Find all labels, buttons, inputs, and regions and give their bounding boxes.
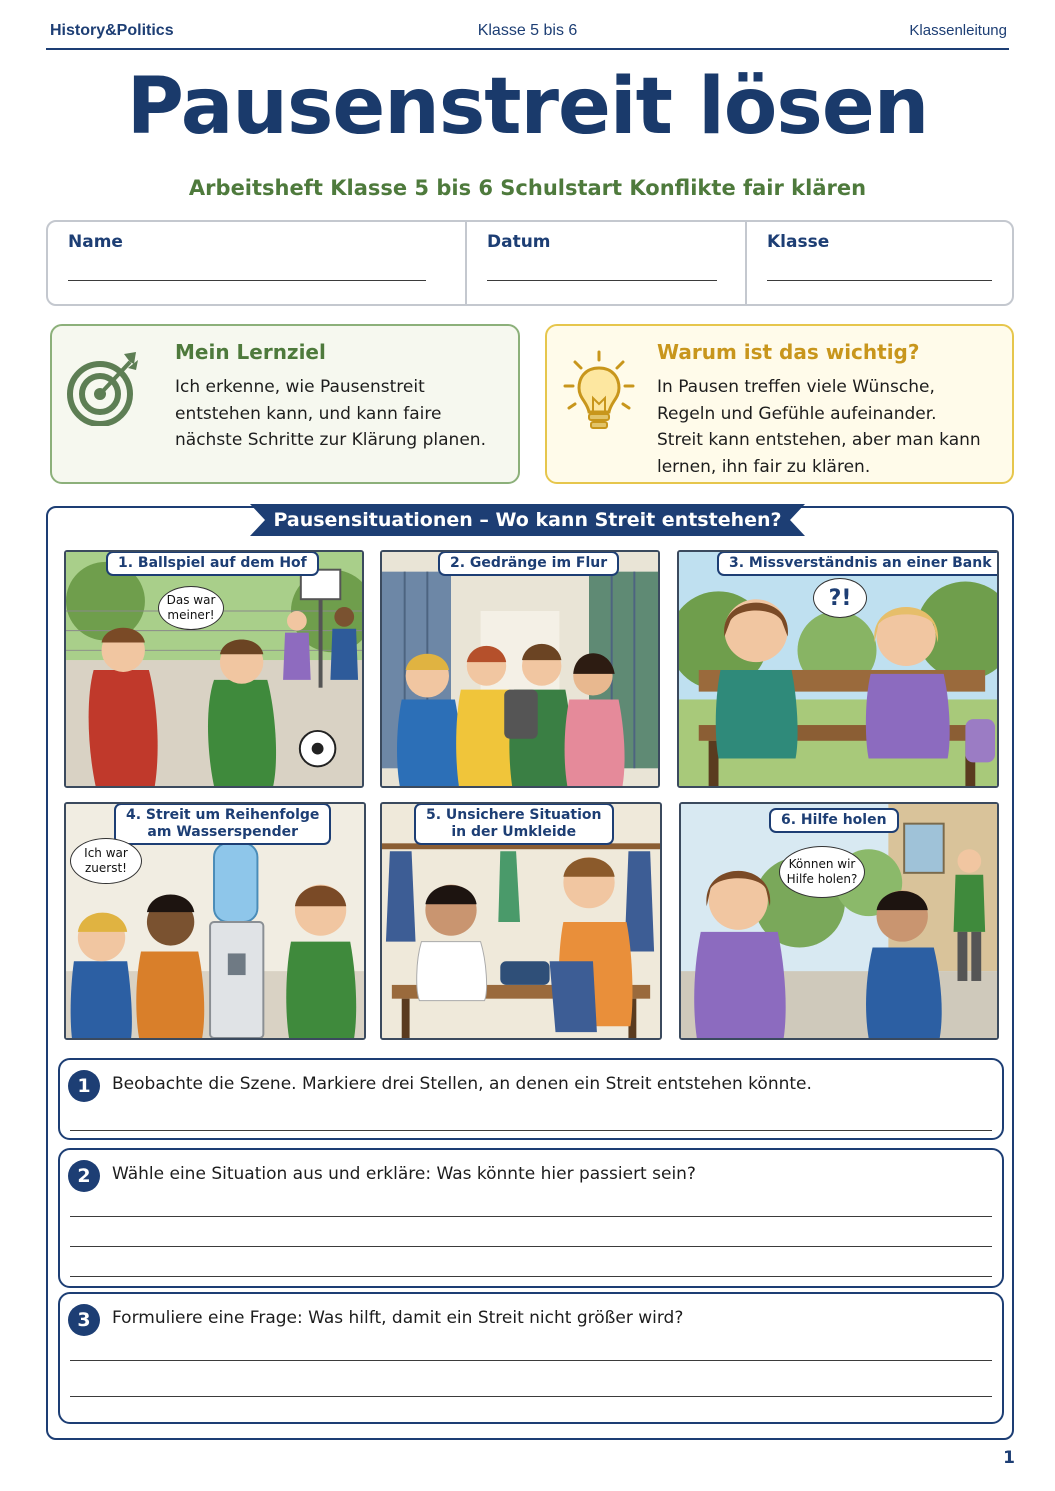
speech-bubble: [779, 846, 865, 898]
panel-label: 1. Ballspiel auf dem Hof: [106, 551, 319, 576]
text-line: entstehen kann, und kann faire: [175, 403, 442, 424]
panel-label: [114, 803, 331, 845]
panel-missverstaendnis: [677, 550, 999, 788]
task-3: [58, 1292, 1004, 1424]
task-1: [58, 1058, 1004, 1140]
bubble-line: ?!: [828, 585, 852, 611]
label-line: am Wasserspender: [147, 824, 299, 840]
panel-label: 6. Hilfe holen: [769, 808, 899, 833]
task-number: 1: [68, 1070, 100, 1102]
panel-illustration: [66, 552, 362, 786]
thought-bubble: [813, 578, 867, 618]
task-number: 2: [68, 1160, 100, 1192]
learning-goal-text: [175, 374, 486, 454]
label-line: 5. Unsichere Situation: [426, 807, 602, 823]
datum-line: [487, 280, 717, 281]
why-important-box: [545, 324, 1014, 484]
klasse-line: [767, 280, 992, 281]
answer-line[interactable]: [70, 1360, 992, 1361]
bubble-line: Können wir: [788, 857, 856, 871]
text-line: lernen, ihn fair zu klären.: [657, 456, 871, 477]
bubble-line: Ich war: [84, 846, 128, 860]
klasse-label: Klasse: [767, 232, 830, 252]
header-subject: History&Politics: [50, 22, 174, 39]
bubble-line: meiner!: [167, 608, 215, 622]
page-title: Pausenstreit lösen: [126, 62, 929, 152]
answer-line[interactable]: [70, 1276, 992, 1277]
task-number: 3: [68, 1304, 100, 1336]
bubble-line: Das war: [166, 593, 216, 607]
panel-label: 3. Missverständnis an einer Bank: [717, 551, 999, 576]
learning-goal-title: Mein Lernziel: [175, 340, 326, 364]
answer-line[interactable]: [70, 1396, 992, 1397]
header-grade: Klasse 5 bis 6: [477, 22, 578, 39]
panel-gedraenge: [380, 550, 660, 788]
name-field[interactable]: [48, 222, 466, 304]
page-subtitle: Arbeitsheft Klasse 5 bis 6 Schulstart Konflikte fair klären: [188, 176, 867, 200]
label-line: 4. Streit um Reihenfolge: [126, 807, 320, 823]
label-line: in der Umkleide: [451, 824, 577, 840]
panel-label: [414, 803, 614, 845]
speech-bubble: [70, 838, 142, 884]
text-line: nächste Schritte zur Klärung planen.: [175, 430, 486, 450]
name-label: Name: [68, 232, 123, 252]
panel-hilfe-holen: [679, 802, 999, 1040]
header-divider: [46, 48, 1009, 50]
task-text: Formuliere eine Frage: Was hilft, damit ein Streit nicht größer wird?: [112, 1308, 684, 1328]
panel-label: 2. Gedränge im Flur: [438, 551, 619, 576]
panel-wasserspender: [64, 802, 366, 1040]
panel-illustration: [382, 552, 658, 786]
header-category: Klassenleitung: [909, 22, 1007, 39]
why-important-title: Warum ist das wichtig?: [657, 340, 920, 364]
answer-line[interactable]: [70, 1130, 992, 1131]
text-line: Ich erkenne, wie Pausenstreit: [175, 377, 425, 397]
answer-line[interactable]: [70, 1246, 992, 1247]
klasse-field[interactable]: [747, 222, 1012, 304]
target-icon: [64, 346, 144, 426]
datum-label: Datum: [487, 232, 551, 252]
task-text: Wähle eine Situation aus und erkläre: Was könnte hier passiert sein?: [112, 1164, 696, 1184]
name-line: [68, 280, 426, 281]
task-text: Beobachte die Szene. Markiere drei Stellen, an denen ein Streit entstehen könnte.: [112, 1074, 812, 1094]
page-number: 1: [1003, 1448, 1015, 1468]
text-line: Streit kann entstehen, aber man kann: [657, 430, 981, 450]
answer-line[interactable]: [70, 1216, 992, 1217]
bubble-line: zuerst!: [84, 861, 127, 875]
speech-bubble: [158, 586, 224, 630]
student-info-box: [46, 220, 1014, 306]
learning-goal-box: [50, 324, 520, 484]
bubble-line: Hilfe holen?: [786, 872, 858, 886]
panel-umkleide: [380, 802, 662, 1040]
text-line: Regeln und Gefühle aufeinander.: [657, 403, 937, 424]
lightbulb-icon: [561, 348, 637, 440]
datum-field[interactable]: [467, 222, 745, 304]
scene-title: Pausensituationen – Wo kann Streit entstehen?: [273, 509, 782, 531]
panel-illustration: [681, 804, 997, 1038]
task-2: [58, 1148, 1004, 1288]
why-important-text: [657, 374, 981, 480]
text-line: In Pausen treffen viele Wünsche,: [657, 377, 935, 397]
panel-ballspiel: [64, 550, 364, 788]
